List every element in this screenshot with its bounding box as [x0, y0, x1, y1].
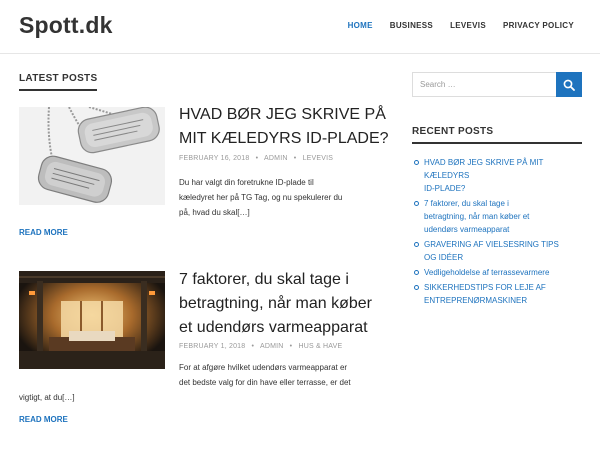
- site-header: [0, 0, 600, 54]
- list-item: [412, 281, 584, 307]
- nav-levevis[interactable]: LEVEVIS: [450, 21, 486, 30]
- latest-posts-heading: LATEST POSTS: [19, 73, 97, 91]
- nav-privacy-policy[interactable]: PRIVACY POLICY: [502, 21, 574, 30]
- recent-post-link[interactable]: 7 faktorer, du skal tage i betragtning, når man køber et udendørs varmeapparat: [424, 199, 530, 234]
- search-icon: [563, 79, 575, 91]
- post-author[interactable]: ADMIN: [264, 155, 288, 162]
- post-excerpt: For at afgøre hvilket udendørs varmeapparat er det bedste valg for din have eller terrasse, er det vigtigt, at du[…]: [19, 363, 351, 402]
- circle-bullet-icon: [414, 201, 419, 206]
- circle-bullet-icon: [414, 242, 419, 247]
- recent-posts-list: [412, 156, 584, 309]
- recent-post-link[interactable]: HVAD BØR JEG SKRIVE PÅ MIT KÆLEDYRS ID-PLADE?: [424, 158, 544, 193]
- nav-business[interactable]: BUSINESS: [389, 21, 434, 30]
- recent-post-link[interactable]: Vedligeholdelse af terrassevarmere: [424, 268, 550, 277]
- recent-post-link[interactable]: SIKKERHEDSTIPS FOR LEJE AF ENTREPRENØRMASKINER: [424, 283, 546, 305]
- nav-home[interactable]: HOME: [347, 21, 373, 30]
- main-nav: [348, 21, 574, 30]
- recent-posts-heading: RECENT POSTS: [412, 126, 582, 144]
- post-date[interactable]: FEBRUARY 16, 2018: [179, 155, 250, 162]
- search-form: [412, 72, 582, 97]
- post-meta: FEBRUARY 16, 2018 • ADMIN • LEVEVIS: [179, 155, 334, 162]
- circle-bullet-icon: [414, 270, 419, 275]
- post-category[interactable]: HUS & HAVE: [298, 343, 343, 350]
- post-date[interactable]: FEBRUARY 1, 2018: [179, 343, 246, 350]
- circle-bullet-icon: [414, 285, 419, 290]
- circle-bullet-icon: [414, 160, 419, 165]
- post-card: [19, 106, 389, 247]
- list-item: [412, 197, 584, 236]
- read-more-link[interactable]: READ MORE: [19, 415, 68, 424]
- post-category[interactable]: LEVEVIS: [302, 155, 334, 162]
- post-meta: FEBRUARY 1, 2018 • ADMIN • HUS & HAVE: [179, 343, 343, 350]
- list-item: [412, 156, 584, 195]
- post-card: [19, 271, 385, 431]
- dog-tags-image[interactable]: [19, 107, 165, 205]
- site-title[interactable]: Spott.dk: [19, 12, 113, 38]
- recent-post-link[interactable]: GRAVERING AF VIELSESRING TIPS OG IDÉER: [424, 240, 559, 262]
- read-more-link[interactable]: READ MORE: [19, 228, 68, 237]
- search-input[interactable]: [412, 72, 557, 97]
- post-excerpt: Du har valgt din foretrukne ID-plade til kæledyret her på TG Tag, og nu spekulerer du på, hvad du skal[…]: [179, 178, 343, 217]
- patio-heater-image[interactable]: [19, 271, 165, 369]
- post-title[interactable]: HVAD BØR JEG SKRIVE PÅ MIT KÆLEDYRS ID-PLADE?: [179, 106, 389, 147]
- list-item: [412, 266, 584, 279]
- list-item: [412, 238, 584, 264]
- post-author[interactable]: ADMIN: [259, 343, 284, 350]
- search-button[interactable]: [556, 72, 582, 97]
- post-title[interactable]: 7 faktorer, du skal tage i betragtning, når man køber et udendørs varmeapparat: [179, 271, 372, 336]
